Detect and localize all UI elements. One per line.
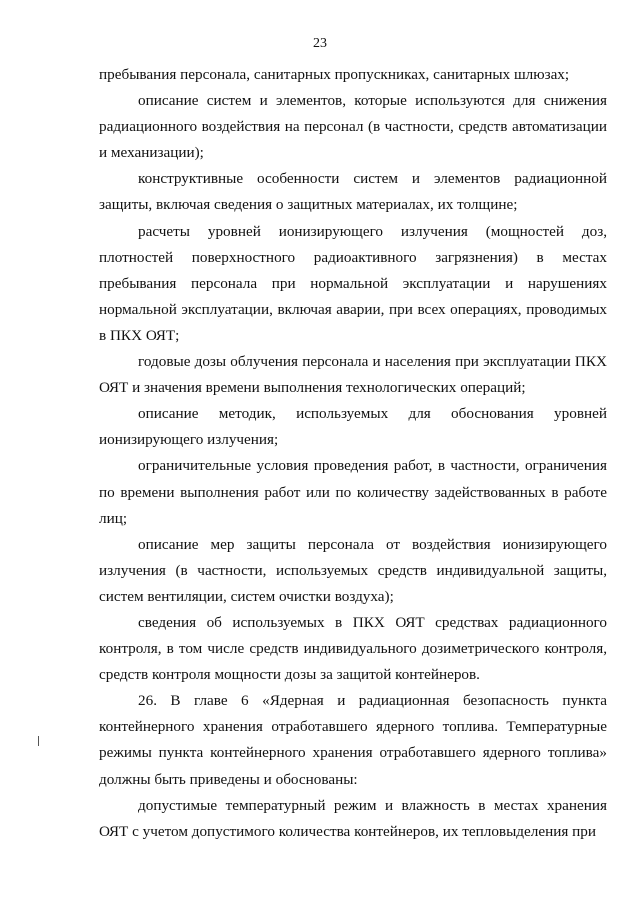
paragraph-systems-description: описание систем и элементов, которые используются для снижения радиационного воздействия на персонал (в частности, средств автоматизации и механизации); — [99, 92, 607, 162]
paragraph-item-26: 26. В главе 6 «Ядерная и радиационная безопасность пункта контейнерного хранения отработавшего ядерного топлива. Температурные режимы пункта контейнерного хранения отработавшего ядерного топлива» должны быть приведены и обоснованы: — [99, 692, 607, 788]
paragraph-protection-design: конструктивные особенности систем и элементов радиационной защиты, включая сведения о защитных материалах, их толщине; — [99, 170, 607, 214]
paragraph-continuation: пребывания персонала, санитарных пропускниках, санитарных шлюзах; — [99, 66, 570, 83]
page-number: 23 — [313, 36, 327, 51]
paragraph-annual-doses: годовые дозы облучения персонала и населения при эксплуатации ПКХ ОЯТ и значения времени выполнения технологических операций; — [99, 353, 607, 397]
paragraph-protection-measures: описание мер защиты персонала от воздействия ионизирующего излучения (в частности, используемых средств индивидуальной защиты, систем вентиляции, систем очистки воздуха); — [99, 535, 607, 605]
paragraph-radiation-control: сведения об используемых в ПКХ ОЯТ средствах радиационного контроля, в том числе средств индивидуального дозиметрического контроля, средств контроля мощности дозы за защитой контейнеров. — [99, 613, 607, 684]
scan-mark — [38, 736, 39, 746]
paragraph-radiation-calculations: расчеты уровней ионизирующего излучения (мощностей доз, плотностей поверхностного радиоактивного загрязнения) в местах пребывания персонала при нормальной эксплуатации и нарушениях нормальной эксплуатации, включая аварии, при всех операциях, проводимых в ПКХ ОЯТ; — [99, 222, 607, 344]
paragraph-temperature-regime: допустимые температурный режим и влажность в местах хранения ОЯТ с учетом допустимого количества контейнеров, их тепловыделения при — [99, 796, 607, 840]
document-body — [99, 62, 607, 845]
paragraph-restrictions: ограничительные условия проведения работ, в частности, ограничения по времени выполнения работ или по количеству задействованных в работе лиц; — [99, 457, 607, 527]
paragraph-methods: описание методик, используемых для обоснования уровней ионизирующего излучения; — [99, 405, 607, 449]
